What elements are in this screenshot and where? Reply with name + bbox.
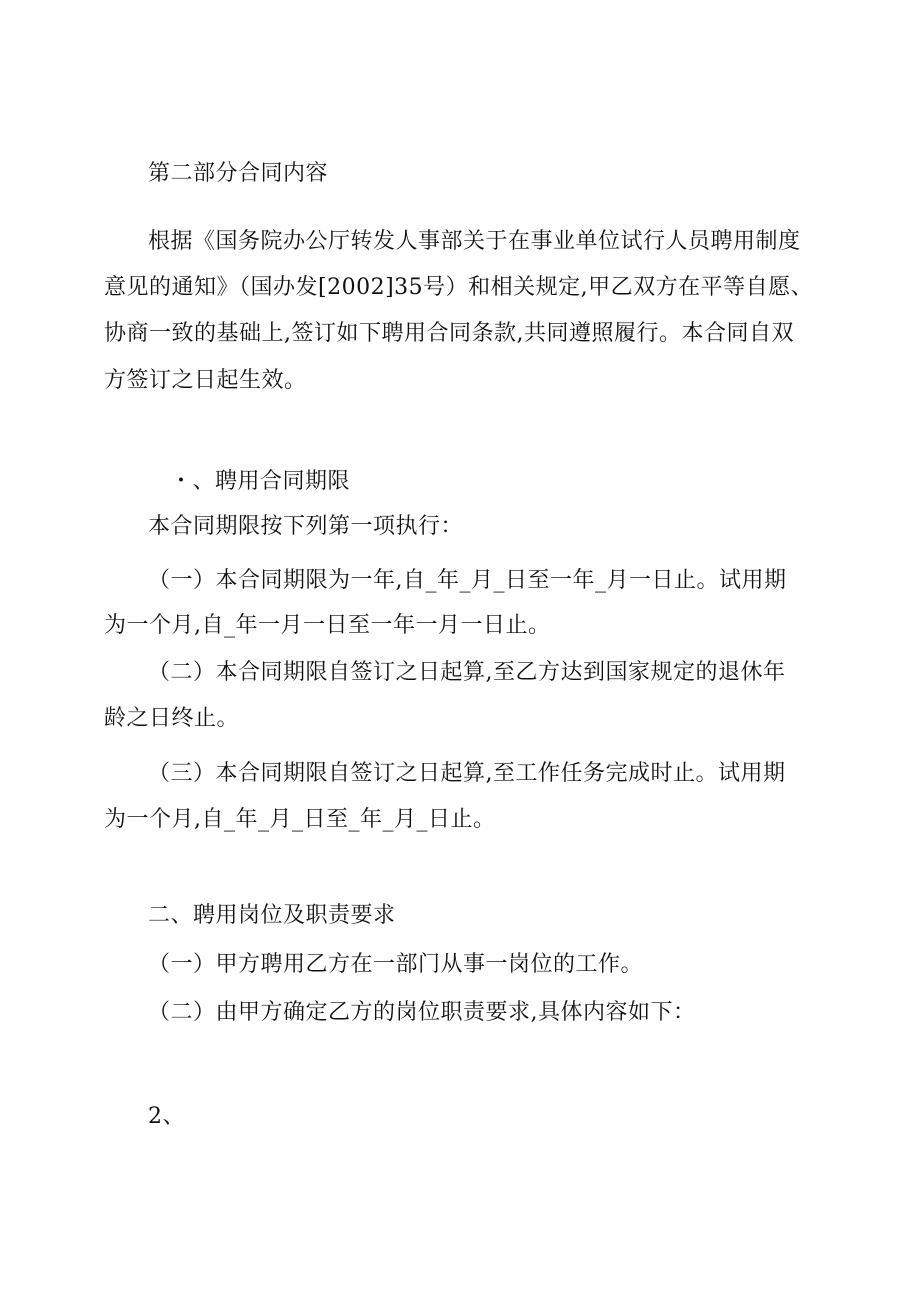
intro-line-1: 根据《国务院办公厅转发人事部关于在事业单位试行人员聘用制度 xyxy=(148,229,801,254)
list-marker: 2、 xyxy=(148,1104,185,1129)
part1-item3-line2: 为一个月,自_年_月_日至_年_月_日止。 xyxy=(104,807,496,832)
part1-heading: ・、聘用合同期限 xyxy=(170,469,351,494)
part1-item1-line1: （一）本合同期限为一年,自_年_月_日至一年_月一日止。试用期 xyxy=(148,568,787,593)
intro-line-2: 意见的通知》（国办发[2002]35号）和相关规定,甲乙双方在平等自愿、 xyxy=(104,275,814,300)
section-title: 第二部分合同内容 xyxy=(148,161,329,186)
intro-line-4: 方签订之日起生效。 xyxy=(104,368,307,393)
part2-item2: （二）由甲方确定乙方的岗位职责要求,具体内容如下： xyxy=(148,1000,696,1025)
part1-item3-line1: （三）本合同期限自签订之日起算,至工作任务完成时止。试用期 xyxy=(148,761,786,786)
part1-item2-line2: 龄之日终止。 xyxy=(104,706,240,731)
intro-line-3: 协商一致的基础上,签订如下聘用合同条款,共同遵照履行。本合同自双 xyxy=(104,321,794,346)
part1-item1-line2: 为一个月,自_年一月一日至一年一月一日止。 xyxy=(104,613,551,638)
part2-heading: 二、聘用岗位及职责要求 xyxy=(148,903,396,928)
part2-item1: （一）甲方聘用乙方在一部门从事一岗位的工作。 xyxy=(148,952,644,977)
part1-lead: 本合同期限按下列第一项执行： xyxy=(148,514,464,539)
part1-item2-line1: （二）本合同期限自签订之日起算,至乙方达到国家规定的退休年 xyxy=(148,660,786,685)
